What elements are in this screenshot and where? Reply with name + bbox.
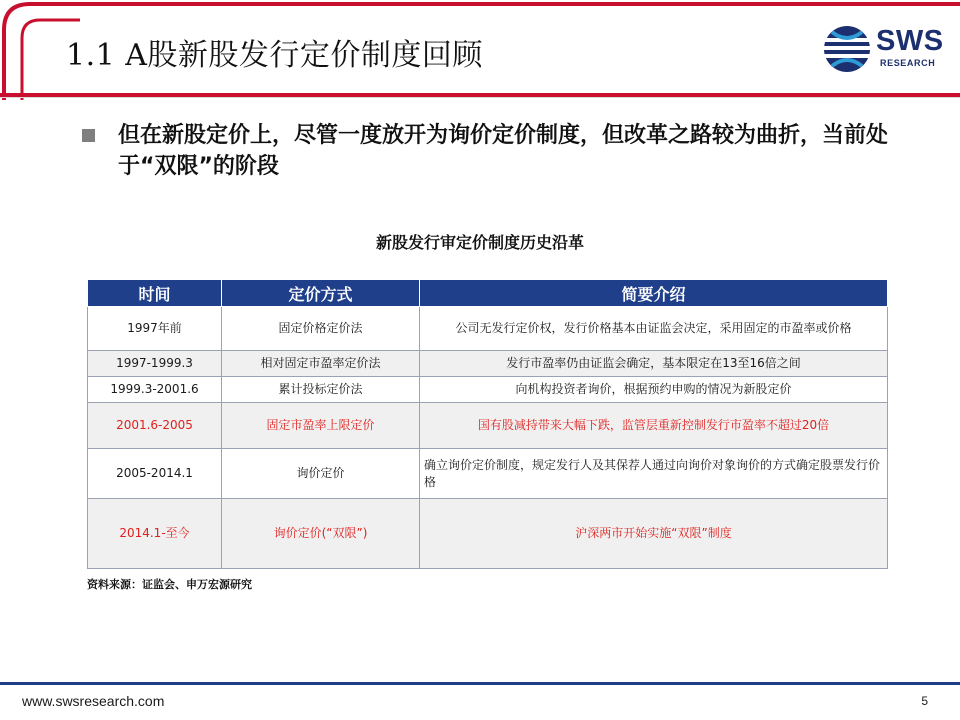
row-method: 累计投标定价法	[222, 377, 420, 403]
footer-divider	[0, 682, 960, 685]
row-method: 固定价格定价法	[222, 307, 420, 351]
column-header-intro: 简要介绍	[420, 280, 888, 307]
table-row-highlighted	[88, 499, 888, 569]
logo-subtitle: RESEARCH	[880, 58, 936, 68]
row-period: 1997年前	[88, 307, 222, 351]
table-header-row	[88, 280, 888, 307]
table-row	[88, 351, 888, 377]
table-row	[88, 449, 888, 499]
source-note: 资料来源：证监会、申万宏源研究	[87, 578, 252, 591]
row-intro: 国有股减持带来大幅下跌，监管层重新控制发行市盈率不超过20倍	[420, 403, 888, 449]
sws-globe-icon	[822, 24, 874, 74]
row-intro: 沪深两市开始实施“双限”制度	[420, 499, 888, 569]
row-intro: 发行市盈率仍由证监会确定，基本限定在13至16倍之间	[420, 351, 888, 377]
row-method: 询价定价	[222, 449, 420, 499]
footer-website-link[interactable]: www.swsresearch.com	[22, 693, 165, 709]
row-method: 询价定价(“双限”)	[222, 499, 420, 569]
slide-header	[0, 0, 960, 100]
page-title: 1.1 A股新股发行定价制度回顾	[66, 38, 483, 73]
row-intro: 确立询价定价制度，规定发行人及其保荐人通过向询价对象询价的方式确定股票发行价格	[420, 449, 888, 499]
row-period: 1997-1999.3	[88, 351, 222, 377]
row-period: 1999.3-2001.6	[88, 377, 222, 403]
logo-wordmark: SWS	[876, 25, 944, 57]
sws-logo	[822, 24, 942, 74]
row-period: 2001.6-2005	[88, 403, 222, 449]
page-number: 5	[921, 694, 928, 708]
row-intro: 公司无发行定价权，发行价格基本由证监会决定，采用固定的市盈率或价格	[420, 307, 888, 351]
table-title: 新股发行审定价制度历史沿革	[375, 233, 584, 252]
row-period: 2005-2014.1	[88, 449, 222, 499]
pricing-history-table	[87, 279, 888, 569]
table-row	[88, 307, 888, 351]
table-row-highlighted	[88, 403, 888, 449]
column-header-period: 时间	[88, 280, 222, 307]
bullet-text: 但在新股定价上，尽管一度放开为询价定价制度，但改革之路较为曲折，当前处于“双限”的阶段	[118, 123, 889, 179]
column-header-method: 定价方式	[222, 280, 420, 307]
row-period: 2014.1-至今	[88, 499, 222, 569]
row-method: 固定市盈率上限定价	[222, 403, 420, 449]
table-row	[88, 377, 888, 403]
row-method: 相对固定市盈率定价法	[222, 351, 420, 377]
bullet-square-icon	[82, 129, 95, 142]
row-intro: 向机构投资者询价，根据预约申购的情况为新股定价	[420, 377, 888, 403]
